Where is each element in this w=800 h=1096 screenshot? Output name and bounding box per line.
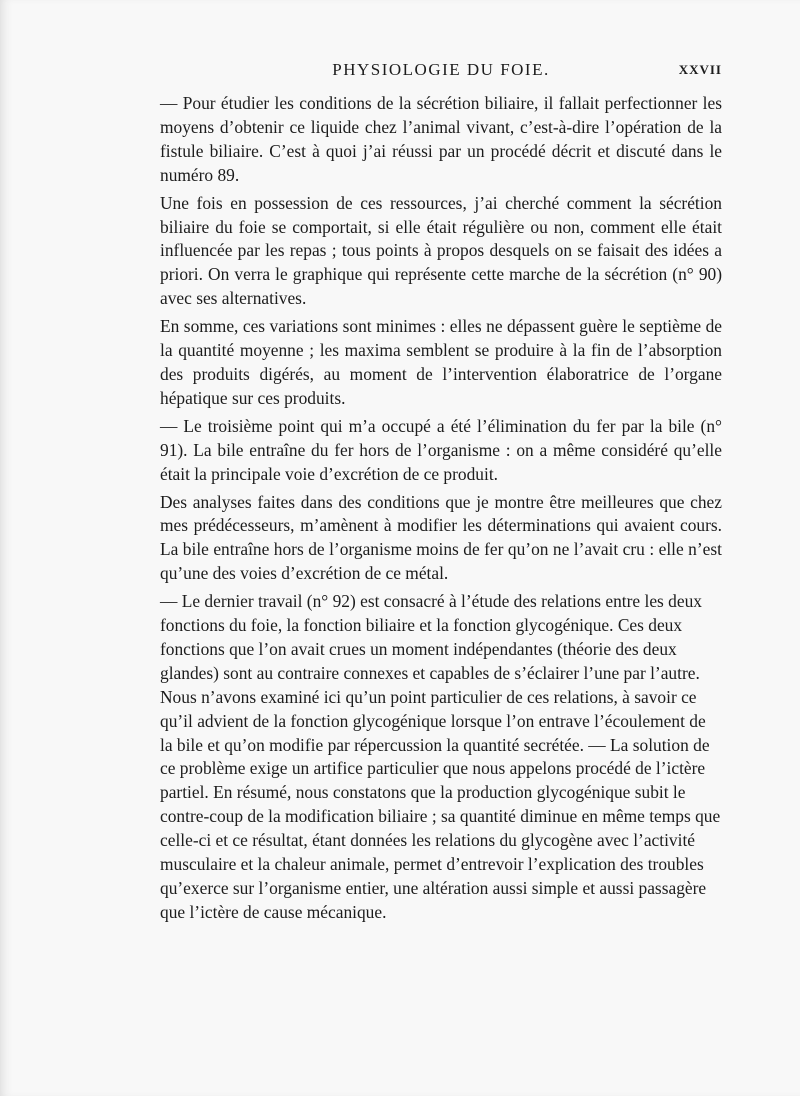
paragraph-variations: En somme, ces variations sont minimes : elles ne dépassent guère le septième de la quantité moyenne ; les maxima semblent se produire à la fin de l’absorption des produits digérés, au moment de l’intervention élaboratrice de l’organe hépatique sur ces produits. xyxy=(160,316,722,408)
paragraph-secretion-meals: Une fois en possession de ces ressources, j’ai cherché comment la sécrétion biliaire du foie se comportait, si elle était régulière ou non, comment elle était influencée par les repas ; tous points à propos desquels on se faisait des idées a priori. On verra le graphique qui représente cette marche de la sécrétion (n° 90) avec ses alternatives. xyxy=(160,192,722,309)
running-title: PHYSIOLOGIE DU FOIE. xyxy=(332,60,550,79)
page-number: XXVII xyxy=(678,62,722,77)
paragraph-glycogenic-function: — Le dernier travail (n° 92) est consacré à l’étude des relations entre les deux fonctions du foie, la fonction biliaire et la fonction glycogénique. Ces deux fonctions que l’on avait crues un moment indépendantes (théorie des deux glandes) sont au contraire connexes et capables de s’éclairer l’une par l’autre. Nous n’avons examiné ici qu’un point particulier de ces relations, à savoir ce qu’il advient de la fonction glycogénique lorsque l’on entrave l’écoulement de la bile et qu’on modifie par répercussion la quantité secrétée. — La solution de ce problème exige un artifice particulier que nous appelons procédé de l’ictère partiel. En résumé, nous constatons que la production glycogénique subit le contre-coup de la modification biliaire ; sa quantité diminue en même temps que celle-ci et ce résultat, étant données les relations du glycogène avec l’activité musculaire et la chaleur animale, permet d’entrevoir l’explication des troubles qu’exerce sur l’organisme entier, une altération aussi simple et aussi passagère que l’ictère de cause mécanique. xyxy=(160,591,721,922)
paragraph-iron-elimination: — Le troisième point qui m’a occupé a été l’élimination du fer par la bile (n° 91). La bile entraîne du fer hors de l’organisme : on a même considéré qu’elle était la principale voie d’excrétion de ce produit. xyxy=(160,415,722,484)
page-header xyxy=(160,60,722,82)
paragraph-bile-fistula: — Pour étudier les conditions de la sécrétion biliaire, il fallait perfectionner les moyens d’obtenir ce liquide chez l’animal vivant, c’est-à-dire l’opération de la fistule biliaire. C’est à quoi j’ai réussi par un procédé décrit et discuté dans le numéro 89. xyxy=(160,93,722,185)
body-text xyxy=(160,92,722,929)
paragraph-iron-analyses: Des analyses faites dans des conditions que je montre être meilleures que chez mes prédécesseurs, m’amènent à modifier les déterminations qui avaient cours. La bile entraîne hors de l’organisme moins de fer qu’on ne l’avait cru : elle n’est qu’une des voies d’excrétion de ce métal. xyxy=(160,491,722,584)
